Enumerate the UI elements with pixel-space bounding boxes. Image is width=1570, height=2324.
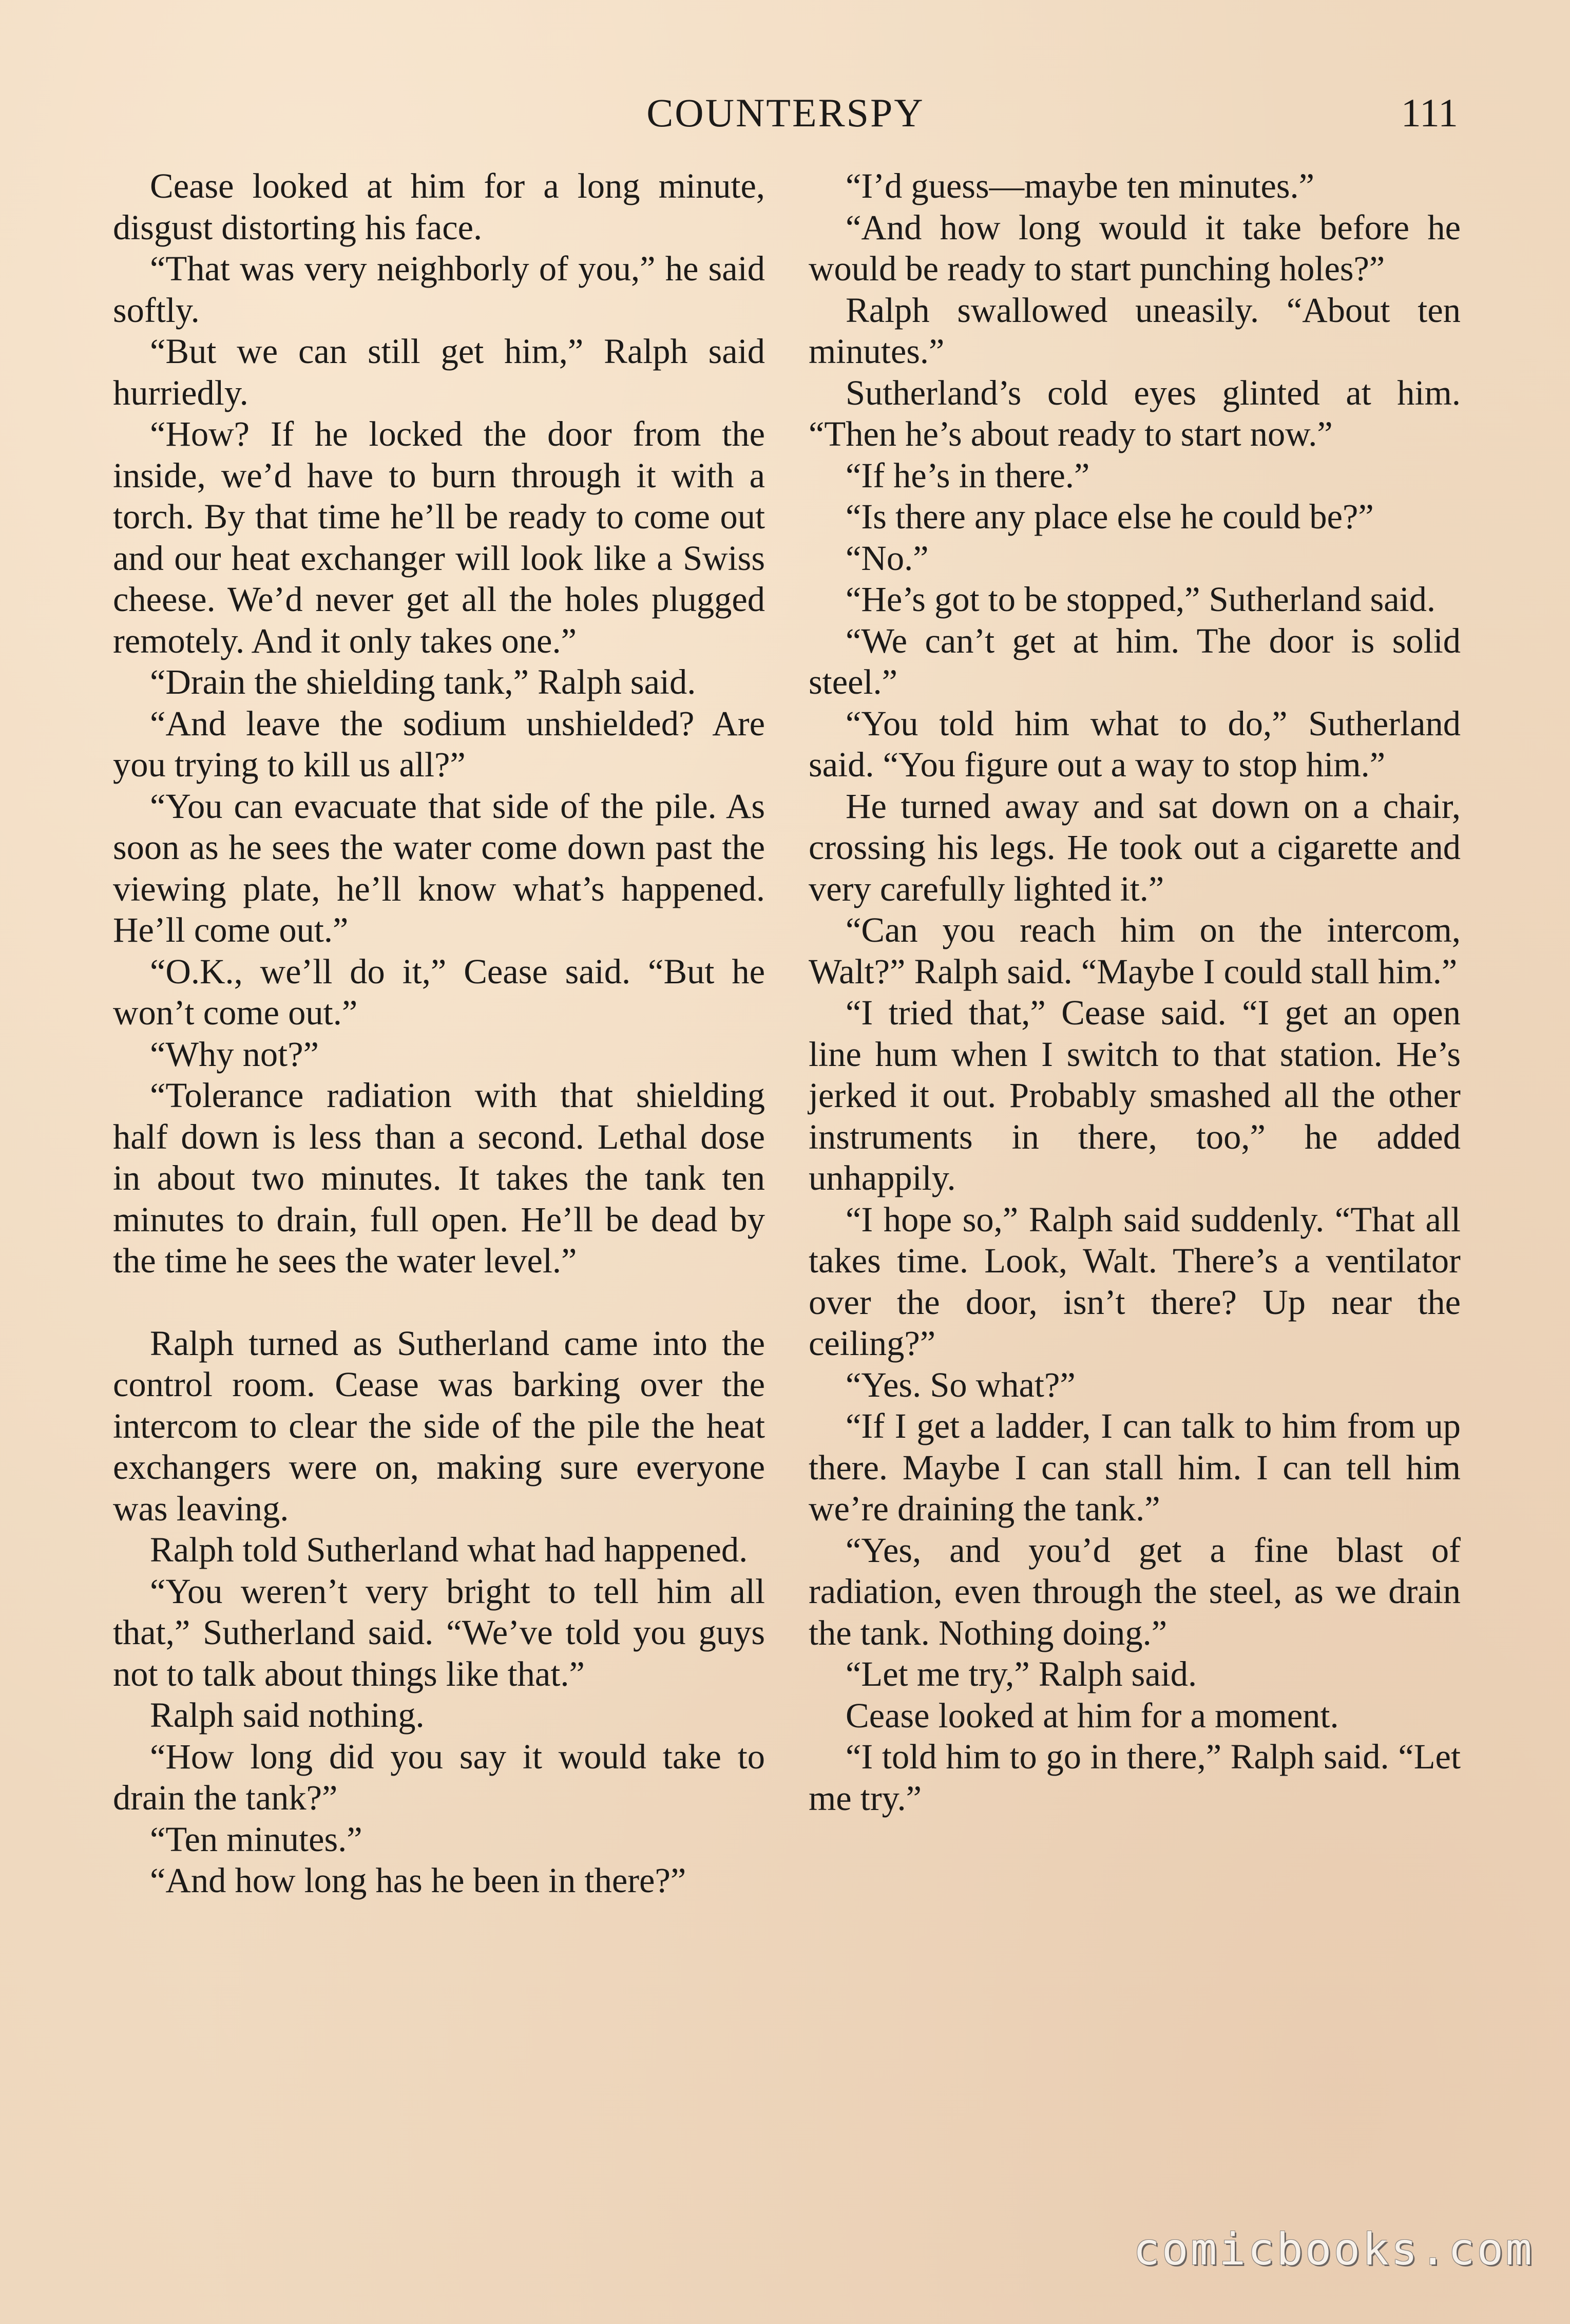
paragraph: “Tolerance radiation with that shielding half down is less than a second. Lethal dose in about two minutes. It takes the tank ten minutes to drain, full open. He’ll be dead by the time he sees the water level.”	[113, 1076, 765, 1280]
paragraph: Cease looked at him for a long minute, disgust distorting his face.	[113, 166, 765, 247]
paragraph: “Can you reach him on the intercom, Walt?” Ralph said. “Maybe I could stall him.”	[809, 910, 1461, 991]
watermark: comicbooks.com	[1133, 2224, 1534, 2275]
paragraph: “And how long has he been in there?”	[150, 1861, 686, 1900]
paragraph: “I tried that,” Cease said. “I get an open line hum when I switch to that station. He’s jerked it out. Probably smashed all the other instruments in there, too,” he added unhappily.	[809, 993, 1461, 1197]
paragraph: “Why not?”	[150, 1034, 319, 1074]
paragraph: “And leave the sodium unshielded? Are you trying to kill us all?”	[113, 703, 765, 784]
paragraph: “No.”	[846, 538, 929, 578]
paragraph: “If I get a ladder, I can talk to him from up there. Maybe I can stall him. I can tell him we’re draining the tank.”	[809, 1406, 1461, 1528]
running-title: COUNTERSPY	[646, 90, 925, 135]
paragraph: “I hope so,” Ralph said suddenly. “That all takes time. Look, Walt. There’s a ventilator over the door, isn’t there? Up near the ceiling?”	[809, 1199, 1461, 1363]
paragraph: “You weren’t very bright to tell him all that,” Sutherland said. “We’ve told you guys not to talk about things like that.”	[113, 1571, 765, 1693]
paragraph: “Is there any place else he could be?”	[846, 497, 1374, 536]
paragraph: “Yes. So what?”	[846, 1365, 1076, 1404]
paragraph: “O.K., we’ll do it,” Cease said. “But he won’t come out.”	[113, 951, 765, 1032]
page-number: 111	[1401, 90, 1458, 135]
paragraph: Ralph told Sutherland what had happened.	[150, 1530, 748, 1569]
paragraph: “How? If he locked the door from the inside, we’d have to burn through it with a torch. By that time he’ll be ready to come out and our heat exchanger will look like a Swiss cheese. We’d never get all the holes plugged remotely. And it only takes one.”	[113, 414, 765, 660]
paragraph: “And how long would it take before he would be ready to start punching holes?”	[809, 207, 1461, 288]
paragraph: “Drain the shielding tank,” Ralph said.	[150, 662, 696, 701]
paragraph: He turned away and sat down on a chair, crossing his legs. He took out a cigarette and very carefully lighted it.”	[809, 786, 1461, 908]
paragraph: “But we can still get him,” Ralph said hurriedly.	[113, 332, 765, 412]
paragraph: “We can’t get at him. The door is solid steel.”	[809, 621, 1461, 701]
paragraph: Ralph turned as Sutherland came into the control room. Cease was barking over the intercom to clear the side of the pile the heat exchangers were on, making sure everyone was leaving.	[113, 1323, 765, 1528]
paragraph: Ralph said nothing.	[150, 1696, 425, 1735]
paragraph: “Let me try,” Ralph said.	[846, 1654, 1197, 1693]
paragraph: Cease looked at him for a moment.	[846, 1696, 1339, 1735]
paragraph: Sutherland’s cold eyes glinted at him. “Then he’s about ready to start now.”	[809, 373, 1461, 453]
paragraph: “I’d guess—maybe ten minutes.”	[846, 166, 1315, 205]
paragraph: “I told him to go in there,” Ralph said. “Let me try.”	[809, 1737, 1461, 1818]
paragraph: “You told him what to do,” Sutherland said. “You figure out a way to stop him.”	[809, 703, 1461, 784]
paragraph: Ralph swallowed uneasily. “About ten minutes.”	[809, 290, 1461, 371]
paragraph: “He’s got to be stopped,” Sutherland said.	[846, 580, 1436, 619]
left-column	[113, 165, 765, 1901]
running-head	[113, 85, 1458, 141]
paragraph: “Ten minutes.”	[150, 1819, 362, 1859]
paragraph: “How long did you say it would take to drain the tank?”	[113, 1737, 765, 1817]
paragraph: “If he’s in there.”	[846, 455, 1090, 495]
paragraph: “You can evacuate that side of the pile. As soon as he sees the water come down past the viewing plate, he’ll know what’s happened. He’ll come out.”	[113, 786, 765, 949]
paragraph: “That was very neighborly of you,” he said softly.	[113, 249, 765, 330]
paragraph: “Yes, and you’d get a fine blast of radiation, even through the steel, as we drain the tank. Nothing doing.”	[809, 1530, 1461, 1652]
right-column	[809, 165, 1461, 1819]
